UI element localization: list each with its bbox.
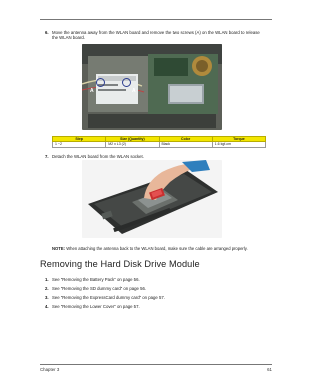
step-4 — [45, 304, 266, 309]
footer-rule — [40, 364, 272, 365]
step-number: 3. — [45, 295, 49, 300]
screw-spec-table — [52, 136, 266, 148]
table-cell-size: M2 x L3 (2) — [106, 142, 159, 148]
note-text: When attaching the antenna back to the WLAN board, make sure the cable are arranged properly. — [66, 246, 248, 251]
screw-marker-left — [96, 78, 105, 87]
step-number: 7. — [45, 154, 49, 159]
step-number: 6. — [45, 30, 49, 35]
wlan-board-photo — [82, 44, 222, 130]
note — [52, 246, 266, 251]
step-text: See “Removing the ExpressCard dummy card” on page 57. — [52, 295, 165, 300]
step-text: Move the antenna away from the WLAN board and remove the two screws (A) on the WLAN board to release the WLAN board. — [52, 30, 260, 41]
step-7 — [45, 154, 266, 159]
table-header-step: Step — [53, 137, 106, 142]
step-2 — [45, 286, 266, 291]
step-6 — [45, 30, 266, 41]
table-cell-color: Black — [159, 142, 212, 148]
note-tag: NOTE: — [52, 246, 66, 251]
table-header-color: Color — [159, 137, 212, 142]
header-rule — [40, 19, 272, 20]
footer-chapter: Chapter 3 — [40, 367, 60, 372]
detach-wlan-photo — [82, 160, 222, 238]
table-header-torque: Torque — [212, 137, 265, 142]
step-1 — [45, 277, 266, 282]
table-cell-step: 1 ~2 — [53, 142, 106, 148]
footer-page-number: 61 — [267, 367, 272, 372]
wlan-board-illustration — [82, 44, 222, 130]
table-header-size: Size (Quantity) — [106, 137, 159, 142]
step-3 — [45, 295, 266, 300]
step-number: 2. — [45, 286, 49, 291]
section-heading: Removing the Hard Disk Drive Module — [40, 259, 200, 269]
step-text: See “Removing the Battery Pack” on page 56. — [52, 277, 140, 282]
step-text: See “Removing the Lower Cover” on page 57. — [52, 304, 140, 309]
detach-wlan-illustration — [82, 160, 222, 238]
step-number: 4. — [45, 304, 49, 309]
step-text: Detach the WLAN board from the WLAN socket. — [52, 154, 144, 159]
step-text: See “Removing the SD dummy card” on page 56. — [52, 286, 147, 291]
callout-a-left: A — [90, 88, 94, 94]
step-number: 1. — [45, 277, 49, 282]
callout-a-right: A — [132, 88, 136, 94]
table-cell-torque: 1.6 kgf-cm — [212, 142, 265, 148]
table-row — [53, 142, 266, 148]
screw-marker-right — [122, 78, 131, 87]
